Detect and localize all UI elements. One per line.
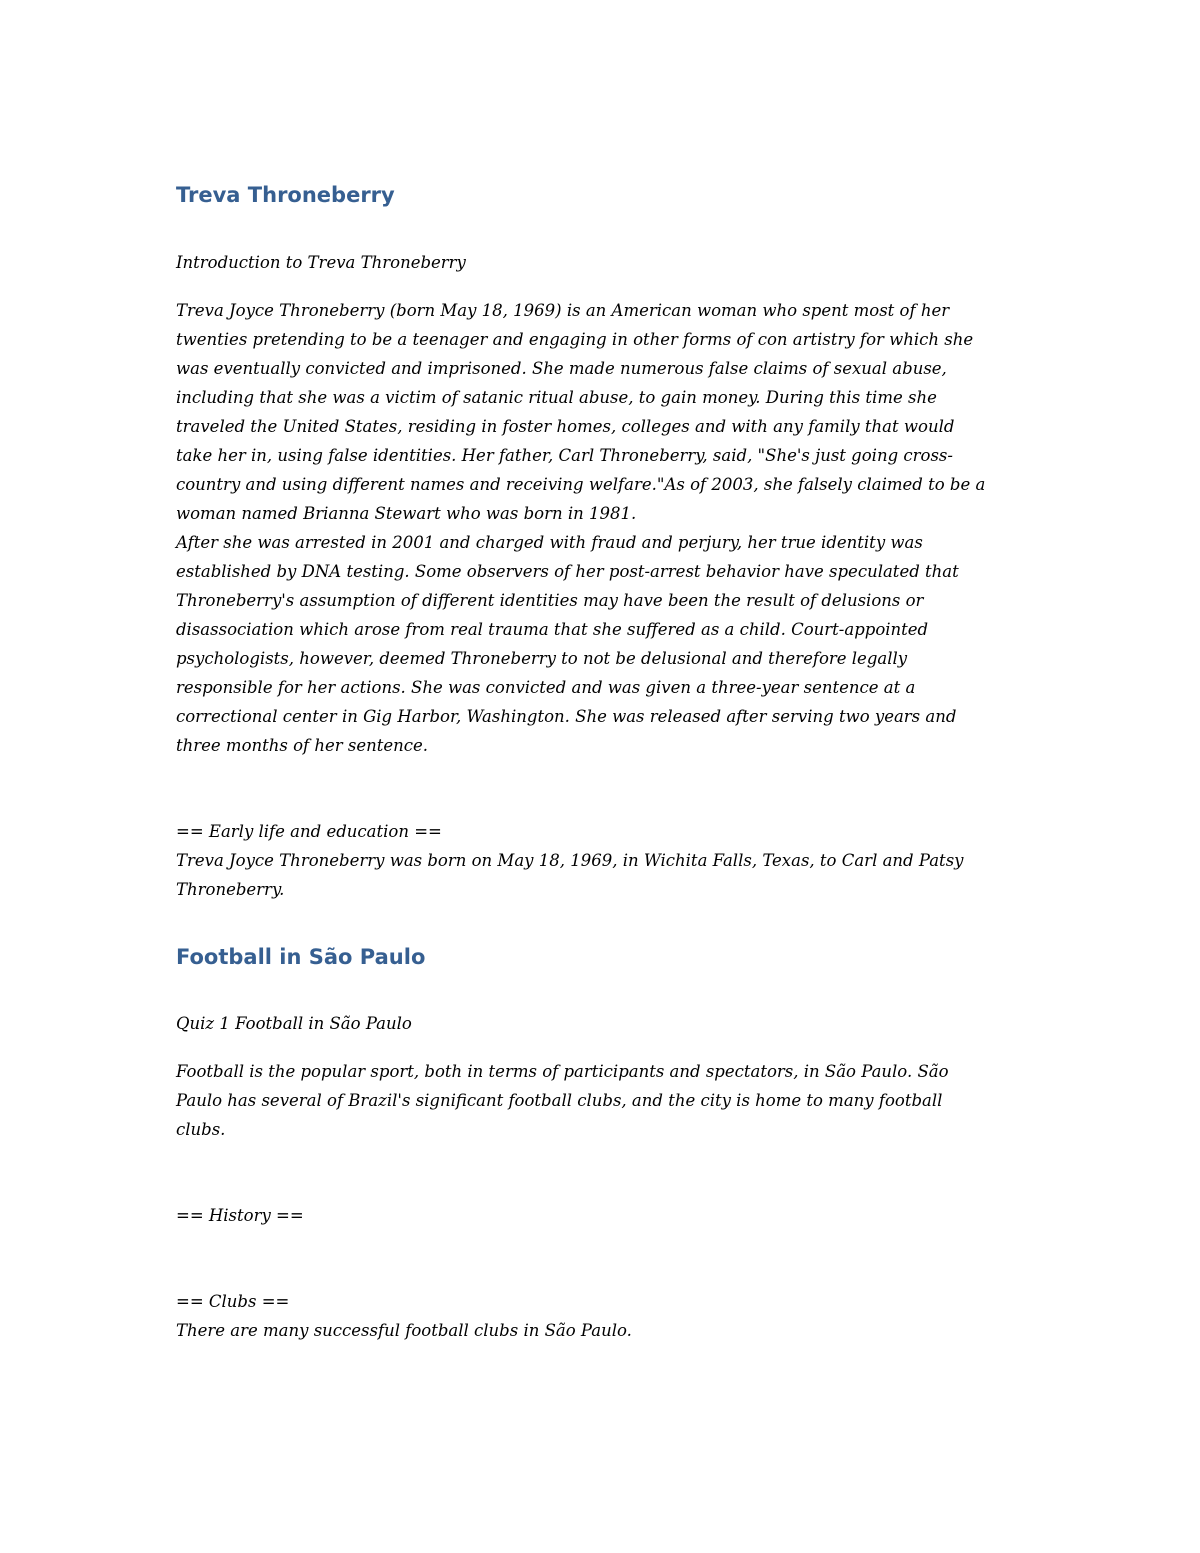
section-title-treva: Treva Throneberry [176,183,395,207]
clubs-heading: == Clubs == [176,1292,290,1311]
paragraph-line: was eventually convicted and imprisoned. She made numerous false claims of sexual abuse, [176,359,947,378]
paragraph-line: traveled the United States, residing in foster homes, colleges and with any family that would [176,417,955,436]
paragraph-line: After she was arrested in 2001 and charged with fraud and perjury, her true identity was [176,533,923,552]
paragraph-line: Treva Joyce Throneberry was born on May 18, 1969, in Wichita Falls, Texas, to Carl and Patsy [176,851,964,870]
paragraph-line: take her in, using false identities. Her father, Carl Throneberry, said, "She's just going cross- [176,446,953,465]
clubs-paragraph: There are many successful football clubs in São Paulo. [176,1321,632,1340]
paragraph-line: disassociation which arose from real trauma that she suffered as a child. Court-appointed [176,620,929,639]
intro-heading-treva: Introduction to Treva Throneberry [176,253,466,272]
history-heading: == History == [176,1206,304,1225]
early-life-heading: == Early life and education == [176,822,442,841]
intro-paragraph-treva [176,296,1036,760]
paragraph-line: Football is the popular sport, both in terms of participants and spectators, in São Paulo. São [176,1062,949,1081]
intro-paragraph-football [176,1057,1036,1144]
paragraph-line: including that she was a victim of satanic ritual abuse, to gain money. During this time she [176,388,937,407]
paragraph-line: Paulo has several of Brazil's significant football clubs, and the city is home to many football [176,1091,943,1110]
paragraph-line: woman named Brianna Stewart who was born in 1981. [176,504,637,523]
paragraph-line: psychologists, however, deemed Throneberry to not be delusional and therefore legally [176,649,908,668]
document-content [176,178,1036,1345]
paragraph-line: responsible for her actions. She was convicted and was given a three-year sentence at a [176,678,916,697]
paragraph-line: established by DNA testing. Some observers of her post-arrest behavior have speculated that [176,562,959,581]
paragraph-line: clubs. [176,1120,226,1139]
section-title-football: Football in São Paulo [176,945,426,969]
paragraph-line: country and using different names and receiving welfare."As of 2003, she falsely claimed to be a [176,475,986,494]
paragraph-line: Throneberry's assumption of different identities may have been the result of delusions or [176,591,924,610]
quiz-heading-football: Quiz 1 Football in São Paulo [176,1014,412,1033]
paragraph-line: three months of her sentence. [176,736,429,755]
paragraph-line: correctional center in Gig Harbor, Washington. She was released after serving two years and [176,707,957,726]
paragraph-line: Throneberry. [176,880,285,899]
paragraph-line: twenties pretending to be a teenager and engaging in other forms of con artistry for which she [176,330,974,349]
early-life-paragraph [176,846,1036,904]
paragraph-line: Treva Joyce Throneberry (born May 18, 1969) is an American woman who spent most of her [176,301,950,320]
